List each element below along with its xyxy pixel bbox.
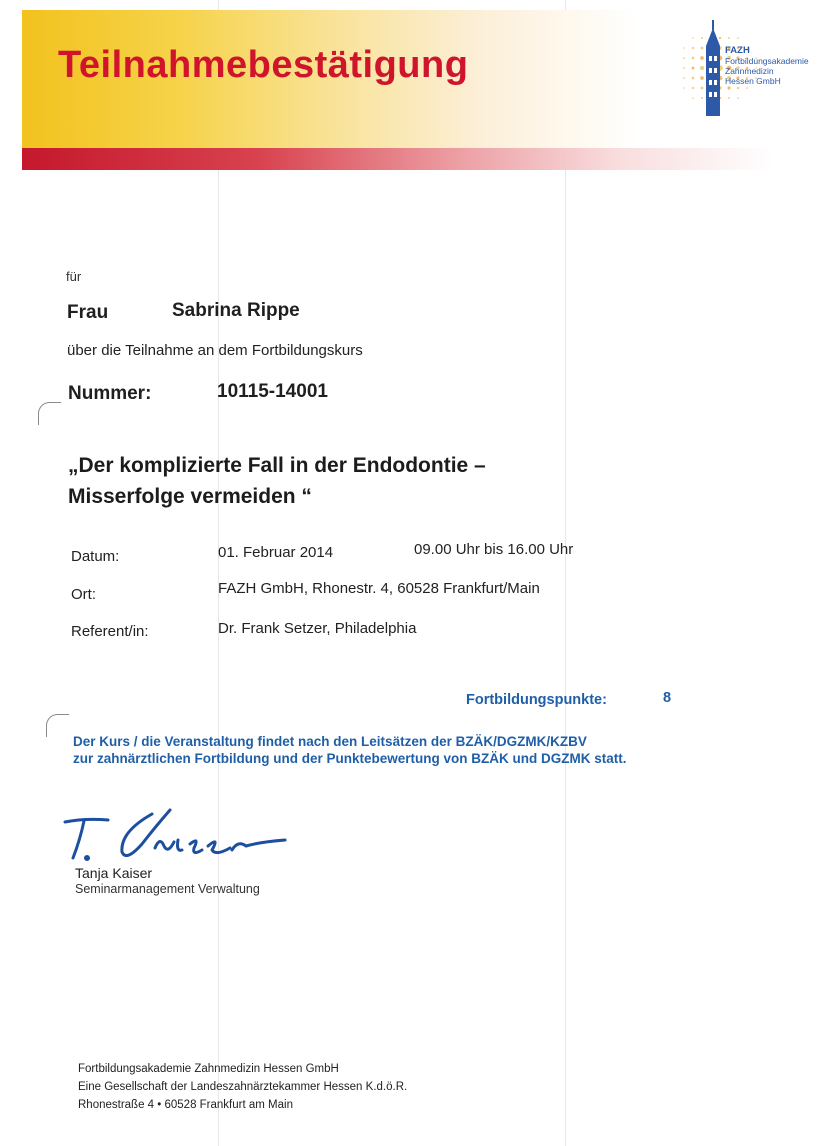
fuer-label: für (66, 269, 82, 284)
footer-line3: Rhonestraße 4 • 60528 Frankfurt am Main (78, 1099, 293, 1111)
speaker-value: Dr. Frank Setzer, Philadelphia (218, 620, 417, 637)
time-value: 09.00 Uhr bis 16.00 Uhr (414, 541, 574, 558)
points-value: 8 (663, 690, 672, 706)
logo-line: Fortbildungsakademie (725, 56, 809, 66)
participant-name: Sabrina Rippe (172, 300, 300, 321)
footer-line1: Fortbildungsakademie Zahnmedizin Hessen GmbH (78, 1063, 339, 1075)
intro-text: über die Teilnahme an dem Fortbildungskurs (67, 342, 363, 359)
course-title-line2: Misserfolge vermeiden “ (68, 485, 312, 508)
punch-hole-mark (46, 714, 69, 737)
scan-fold-line (565, 0, 566, 1146)
footer-line2: Eine Gesellschaft der Landeszahnärztekammer Hessen K.d.ö.R. (78, 1081, 408, 1093)
course-title-line1: „Der komplizierte Fall in der Endodontie – (68, 454, 486, 477)
logo-abbreviation: FAZH (725, 45, 750, 56)
course-number-label: Nummer: (68, 383, 152, 404)
date-label: Datum: (71, 548, 120, 565)
salutation: Frau (67, 302, 109, 323)
punch-hole-mark (38, 402, 61, 425)
handwritten-signature (60, 806, 300, 868)
speaker-label: Referent/in: (71, 623, 149, 640)
place-value: FAZH GmbH, Rhonestr. 4, 60528 Frankfurt/Main (218, 580, 540, 597)
document-title: Teilnahmebestätigung (58, 44, 469, 86)
points-label: Fortbildungspunkte: (466, 692, 607, 708)
logo-text (725, 46, 809, 86)
place-label: Ort: (71, 586, 96, 603)
signer-name: Tanja Kaiser (75, 865, 153, 881)
guidelines-line2: zur zahnärztlichen Fortbildung und der Punktebewertung von BZÄK und DGZMK statt. (73, 751, 627, 766)
scan-fold-line (218, 0, 219, 1146)
logo-line: Zahnmedizin (725, 66, 774, 76)
signer-role: Seminarmanagement Verwaltung (75, 882, 260, 896)
course-number: 10115-14001 (217, 381, 328, 402)
guidelines-line1: Der Kurs / die Veranstaltung findet nach den Leitsätzen der BZÄK/DGZMK/KZBV (73, 734, 587, 749)
date-value: 01. Februar 2014 (218, 544, 334, 561)
header-stripe (22, 148, 812, 170)
logo-line: Hessen GmbH (725, 76, 781, 86)
